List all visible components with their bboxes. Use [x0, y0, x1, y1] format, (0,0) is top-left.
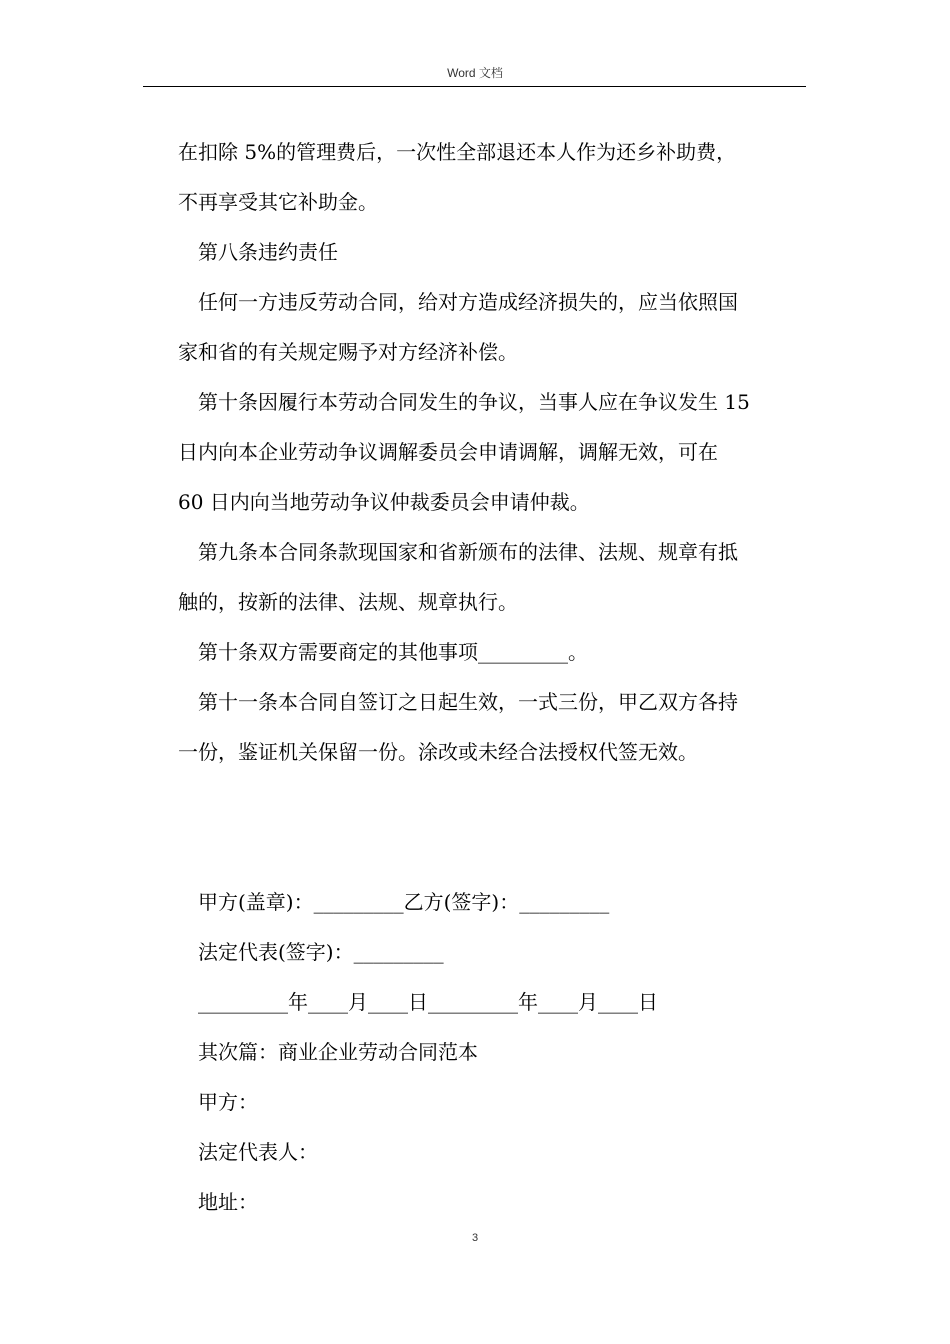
paragraph-line: 不再享受其它补助金。: [178, 190, 378, 214]
signature-line-date: _________年____月____日_________年____月____日: [198, 990, 658, 1014]
section-heading: 其次篇：商业企业劳动合同范本: [198, 1040, 478, 1064]
paragraph-line: 第十条因履行本劳动合同发生的争议，当事人应在争议发生 15: [198, 390, 750, 414]
paragraph-line: 第十一条本合同自签订之日起生效，一式三份，甲乙双方各持: [198, 690, 738, 714]
field-party-a: 甲方：: [198, 1090, 258, 1114]
paragraph-line: 日内向本企业劳动争议调解委员会申请调解，调解无效，可在: [178, 440, 718, 464]
article-heading: 第八条违约责任: [198, 240, 338, 264]
page-number: 3: [471, 1232, 479, 1244]
blank-space: [178, 777, 808, 877]
field-address: 地址：: [198, 1190, 258, 1214]
signature-line-representative: 法定代表(签字)：_________: [198, 940, 444, 964]
header-divider: [143, 86, 806, 87]
page-header: Word 文档: [447, 66, 503, 80]
paragraph-line: 在扣除 5%的管理费后，一次性全部退还本人作为还乡补助费，: [178, 140, 737, 164]
paragraph-line: 第十条双方需要商定的其他事项_________。: [198, 640, 588, 664]
field-legal-representative: 法定代表人：: [198, 1140, 318, 1164]
document-body: [178, 127, 808, 1227]
paragraph-line: 一份，鉴证机关保留一份。涂改或未经合法授权代签无效。: [178, 740, 698, 764]
paragraph-line: 家和省的有关规定赐予对方经济补偿。: [178, 340, 518, 364]
signature-line-parties: 甲方(盖章)：_________乙方(签字)：_________: [198, 890, 610, 914]
paragraph-line: 60 日内向当地劳动争议仲裁委员会申请仲裁。: [178, 490, 590, 514]
paragraph-line: 任何一方违反劳动合同，给对方造成经济损失的，应当依照国: [198, 290, 738, 314]
paragraph-line: 第九条本合同条款现国家和省新颁布的法律、法规、规章有抵: [198, 540, 738, 564]
paragraph-line: 触的，按新的法律、法规、规章执行。: [178, 590, 518, 614]
